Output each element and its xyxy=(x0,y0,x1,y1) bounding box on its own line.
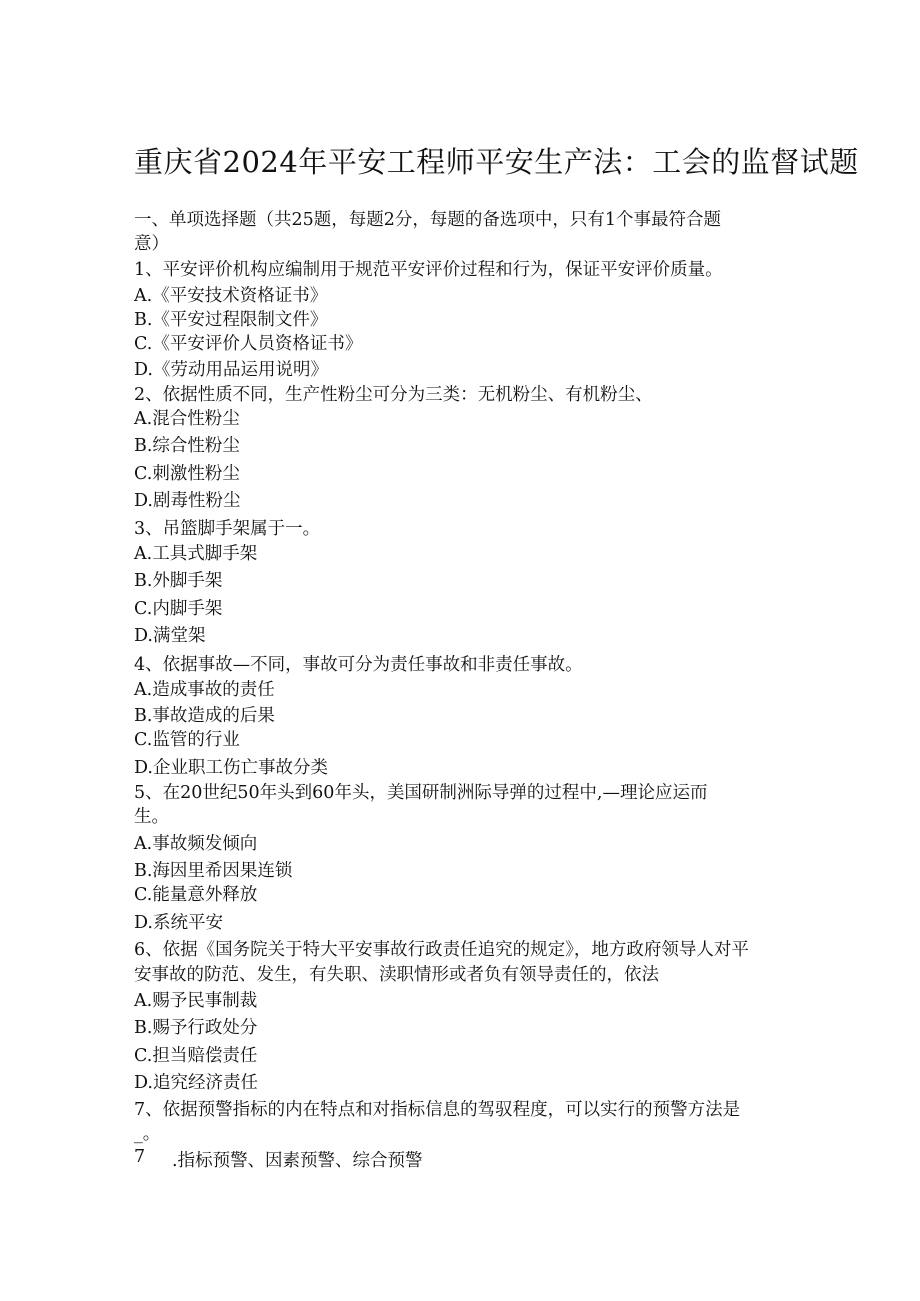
question-5-option-b: B.海因里希因果连锁 xyxy=(134,861,293,881)
question-4-stem: 4、依据事故—不同，事故可分为责任事故和非责任事故。 xyxy=(134,655,583,675)
question-2-option-b: B.综合性粉尘 xyxy=(134,436,240,456)
question-4-option-d: D.企业职工伤亡事故分类 xyxy=(134,758,328,778)
question-1-option-b: B.《平安过程限制文件》 xyxy=(134,310,328,330)
question-4-option-b: B.事故造成的后果 xyxy=(134,706,275,726)
question-3-option-b: B.外脚手架 xyxy=(134,571,223,591)
question-7-stem-line2: _。 xyxy=(134,1124,161,1144)
question-2-option-a: A.混合性粉尘 xyxy=(134,409,240,429)
question-6-stem-line2: 安事故的防范、发生，有失职、渎职情形或者负有领导责任的，依法 xyxy=(134,965,659,985)
question-3-option-d: D.满堂架 xyxy=(134,626,206,646)
question-2-option-d: D.剧毒性粉尘 xyxy=(134,491,241,511)
question-1-option-d: D.《劳动用品运用说明》 xyxy=(134,360,328,380)
section-heading-line2: 意） xyxy=(134,234,169,254)
question-5-stem-line1: 5、在20世纪50年头到60年头，美国研制洲际导弹的过程中,—理论应运而 xyxy=(134,783,708,803)
question-3-option-c: C.内脚手架 xyxy=(134,599,223,619)
question-2-option-c: C.刺激性粉尘 xyxy=(134,464,240,484)
question-6-option-b: B.赐予行政处分 xyxy=(134,1018,258,1038)
section-heading-line1: 一、单项选择题（共25题，每题2分，每题的备选项中，只有1个事最符合题 xyxy=(134,210,722,230)
question-3-stem: 3、吊篮脚手架属于一。 xyxy=(134,519,321,539)
question-5-option-a: A.事故频发倾向 xyxy=(134,834,258,854)
question-1-stem: 1、平安评价机构应编制用于规范平安评价过程和行为，保证平安评价质量。 xyxy=(134,260,723,280)
question-5-option-d: D.系统平安 xyxy=(134,913,223,933)
question-4-option-a: A.造成事故的责任 xyxy=(134,680,275,700)
document-title: 重庆省2024年平安工程师平安生产法：工会的监督试题 xyxy=(134,145,859,179)
question-6-option-a: A.赐予民事制裁 xyxy=(134,991,258,1011)
question-7-stem-line1: 7、依据预警指标的内在特点和对指标信息的驾驭程度，可以实行的预警方法是 xyxy=(134,1100,741,1120)
question-5-option-c: C.能量意外释放 xyxy=(134,885,258,905)
question-5-stem-line2: 生。 xyxy=(134,807,169,827)
question-4-option-c: C.监管的行业 xyxy=(134,730,240,750)
question-6-stem-line1: 6、依据《国务院关于特大平安事故行政责任追究的规定》，地方政府领导人对平 xyxy=(134,940,749,960)
question-1-option-a: A.《平安技术资格证书》 xyxy=(134,286,328,306)
question-1-option-c: C.《平安评价人员资格证书》 xyxy=(134,334,363,354)
question-3-option-a: A.工具式脚手架 xyxy=(134,544,258,564)
question-6-option-c: C.担当赔偿责任 xyxy=(134,1046,258,1066)
question-2-stem: 2、依据性质不同，生产性粉尘可分为三类：无机粉尘、有机粉尘、 xyxy=(134,385,653,405)
question-6-option-d: D.追究经济责任 xyxy=(134,1073,258,1093)
question-7-option-number: 7 xyxy=(134,1147,146,1167)
question-7-option-text: .指标预警、因素预警、综合预警 xyxy=(172,1151,423,1171)
